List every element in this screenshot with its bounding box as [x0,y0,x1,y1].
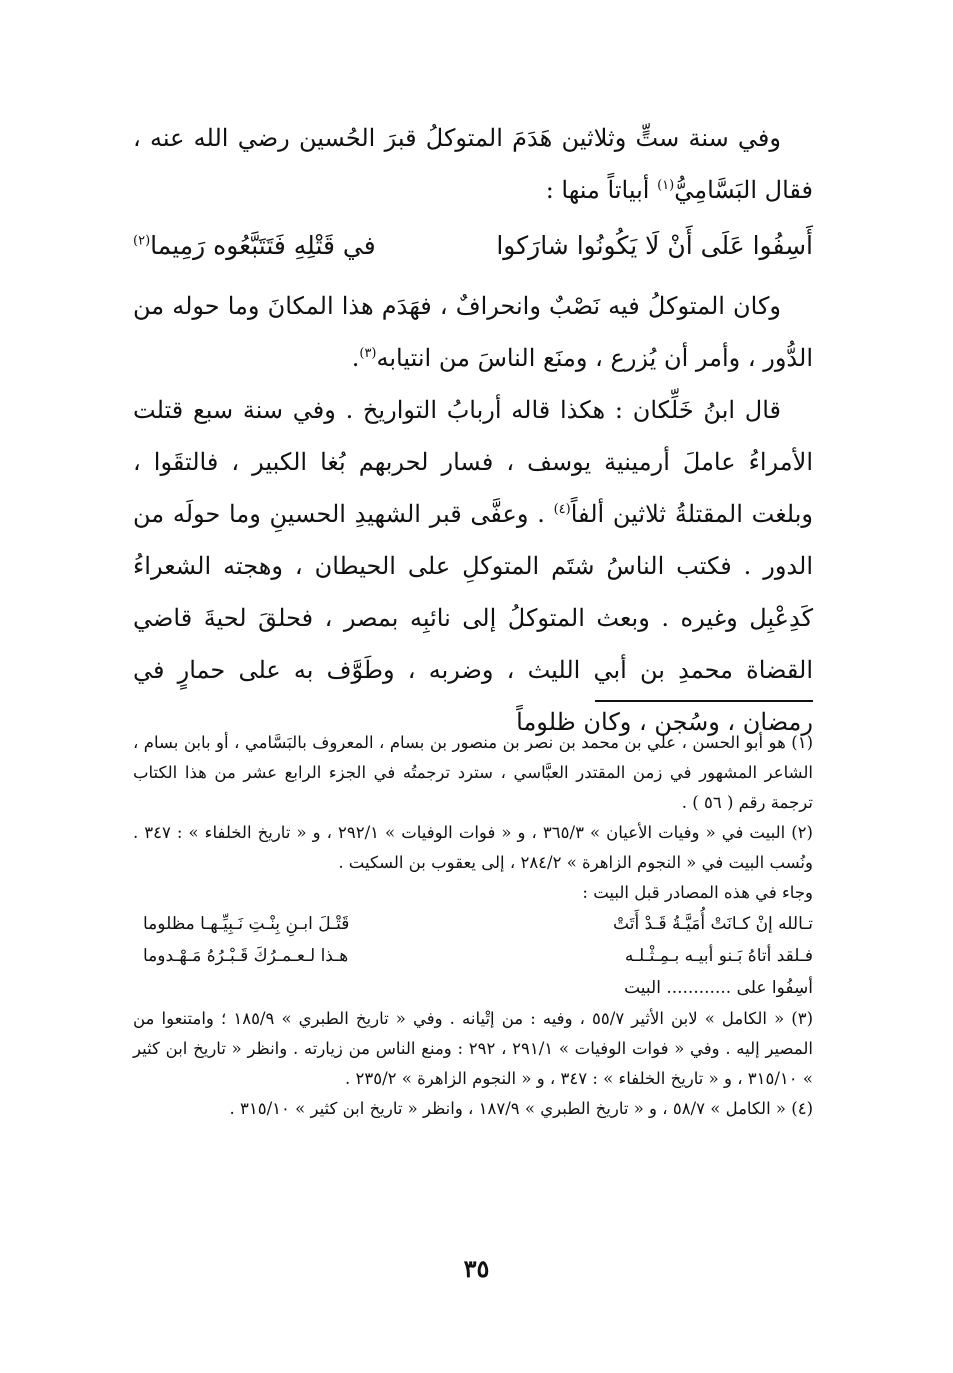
footnote-verse-2-b: هـذا لـعـمـرُكَ قَـبْـرُهُ مَـهْـدوما [143,946,349,966]
footnote-verse-3-a: أسِفُوا على ............ البيت [624,978,813,998]
verse-second-text: في قَتْلِهِ فَتَتَبَّعُوه رَمِيما [150,231,376,260]
paragraph-1-text: وفي سنة ستٍّ وثلاثين هَدَمَ المتوكلُ قبرَ الحُسين رضي الله عنه ، فقال البَسَّامِيُّ [133,124,813,204]
footnote-verse-1-b: قَتْـلَ ابـنِ بِنْـتِ نَـبِيِّـهـا مظلوما [143,914,350,934]
main-text [133,112,813,748]
footnote-3: (٣) « الكامل » لابن الأثير ٥٥/٧ ، وفيه : من إتْيانه . وفي « تاريخ الطبري » ١٨٥/٩ ؛ وامتنعوا من المصير إليه . وفي « فوات الوفيات » ٢٩١/١ ، ٢٩٢ : ومنع الناس من زيارته . وانظر « تاريخ ابن كثير » ٣١٥/١٠ ، و « تاريخ الخلفاء » : ٣٤٧ ، و « النجوم الزاهرة » ٢٣٥/٢ . [133,1009,814,1088]
paragraph-2-end: . [351,344,360,372]
footnote-verse-2 [133,940,813,972]
paragraph-1 [133,112,813,216]
footnote-1: (١) هو أبو الحسن ، علي بن محمد بن نصر بن منصور بن بسام ، المعروف بالبَسَّامي ، أو بابن بسام ، الشاعر المشهور في زمن المقتدر العبَّاسي ، سترد ترجمتُه في الجزء الرابع عشر من هذا الكتاب ترجمة رقم ( ٥٦ ) . [133,733,813,812]
footnote-divider [595,700,813,702]
footnote-ref-3: (٣) [359,346,377,361]
footnote-verse-3 [133,972,813,1004]
footnote-2-intro: وجاء في هذه المصادر قبل البيت : [582,883,813,902]
footnote-verse-1-a: تـالله إنْ كـانَتْ أُمَيَّـةُ قَـدْ أَتَتْ [613,914,813,934]
footnote-verse-2-a: فـلقد أتاهُ بَـنو أبيـه بـمِـثْـلـه [624,946,813,966]
footnote-verse-1 [133,908,813,940]
footnote-ref-2: (٢) [133,233,151,249]
footnotes [133,728,813,1124]
paragraph-3-end: . وعفَّى قبر الشهيدِ الحسينِ وما حولَه من الدور . فكتب الناسُ شتَم المتوكلِ على الحيطان ، وهجته الشعراءُ كَدِعْبِل وغيره . وبعث المتوكلُ إلى نائبِه بمصر ، فحلقَ لحيةَ قاضي القضاة محمدِ بن أبي الليث ، وضربه ، وطَوَّف به على حمارٍ في رمضان ، وسُجن ، وكان ظلوماً [133,500,813,736]
page-number: ٣٥ [463,1254,490,1283]
verse-second-hemistich [133,220,376,272]
paragraph-3 [133,384,813,748]
paragraph-2 [133,280,813,384]
paragraph-3-text: قال ابنُ خَلِّكان : هكذا قاله أربابُ التواريخ . وفي سنة سبع قتلت الأمراءُ عاملَ أرمينية يوسف ، فسار لحربهم بُغا الكبير ، فالتقَوا ، وبلغت المقتلةُ ثلاثين ألفاً [133,396,814,528]
footnote-ref-4: (٤) [553,502,571,517]
poem-verse [133,220,813,272]
verse-first-hemistich: أَسِفُوا عَلَى أَنْ لَا يَكُونُوا شارَكوا [496,231,813,260]
footnote-2: (٢) البيت في « وفيات الأعيان » ٣٦٥/٣ ، و « فوات الوفيات » ٢٩٢/١ ، و « تاريخ الخلفاء » : ٣٤٧ . ونُسب البيت في « النجوم الزاهرة » ٢٨٤/٢ ، إلى يعقوب بن السكيت . [133,823,813,872]
paragraph-1-end: أبياتاً منها : [545,176,658,204]
footnote-ref-1: (١) [657,178,675,193]
footnote-4: (٤) « الكامل » ٥٨/٧ ، و « تاريخ الطبري » ١٨٧/٩ ، وانظر « تاريخ ابن كثير » ٣١٥/١٠ . [229,1099,813,1118]
paragraph-2-text: وكان المتوكلُ فيه نَصْبٌ وانحرافٌ ، فهَدَم هذا المكانَ وما حوله من الدُّور ، وأمر أن يُزرع ، ومنَع الناسَ من انتيابه [133,292,813,372]
